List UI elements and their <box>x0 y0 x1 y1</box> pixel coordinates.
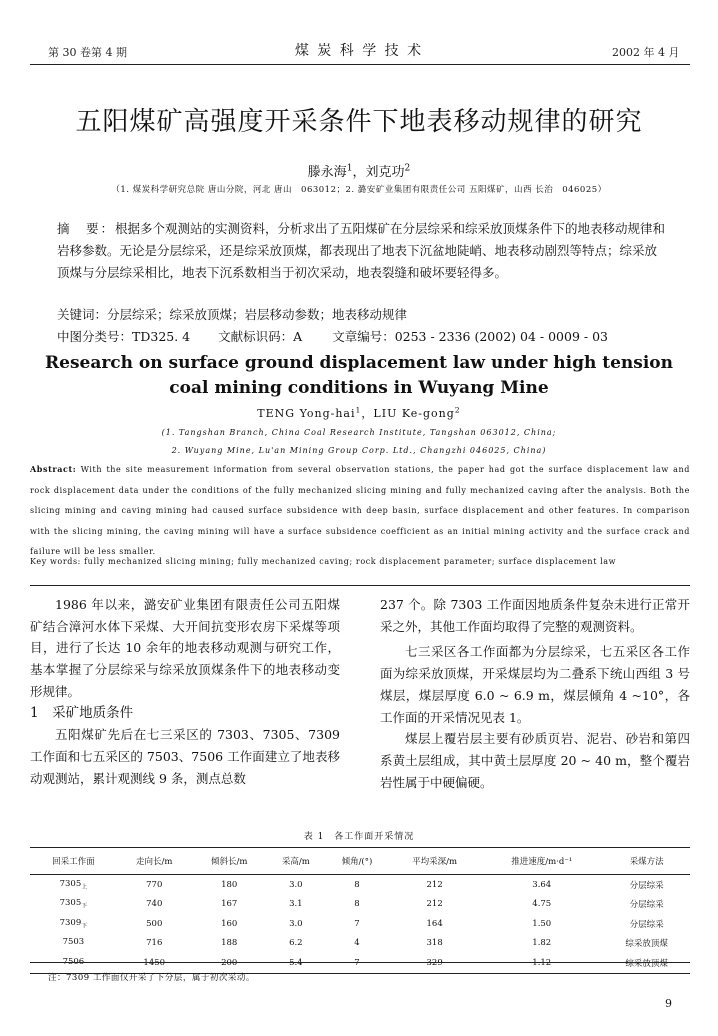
keywords-cn <box>57 304 669 326</box>
table-row <box>30 953 690 973</box>
table-row <box>30 914 690 934</box>
author-2: 刘克功 <box>365 165 405 180</box>
table-row <box>30 934 690 954</box>
table-cell: 8 <box>354 879 360 890</box>
abstract-cn-label: 摘 要： <box>57 221 116 236</box>
table-cell: 1450 <box>117 953 192 973</box>
paper-title: 五阳煤矿高强度开采条件下地表移动规律的研究 <box>75 107 643 137</box>
table-cell: 200 <box>192 953 267 973</box>
english-title-line2: coal mining conditions in Wuyang Mine <box>169 378 549 398</box>
keywords-en <box>30 552 690 573</box>
abstract-en-text: With the site measurement information from several observation stations, the paper had got the surface displacement law and rock displacement data under the conditions of the fully mechanized slicing mining and fully mechanized caving after the analysis. Both the slicing mining and caving mining had caused surface subsidence with deep basin, surface displacement and other features. In comparison with the slicing mining, the caving mining will have a surface subsidence coefficient as an initial mining activity and the surface crack and failure will be less smaller. <box>30 465 690 556</box>
issue-date: 2002 年 4 月 <box>612 46 680 59</box>
table-cell: 188 <box>221 938 238 949</box>
affiliation-cn: （1. 煤炭科学研究总院 唐山分院，河北 唐山 063012；2. 潞安矿业集团有限责任公司 五阳煤矿，山西 长治 046025） <box>111 185 607 195</box>
affiliation-en-line1: (1. Tangshan Branch, China Coal Research Institute, Tangshan 063012, China; <box>161 428 557 437</box>
table-cell: $7309_下$ <box>59 917 88 930</box>
doc-code: A <box>293 329 303 344</box>
mining-conditions-table <box>30 847 690 974</box>
keywords-en-text: fully mechanized slicing mining; fully mechanized caving; rock displacement parameter; surface displacement law <box>84 557 617 566</box>
table-cell: 7506 <box>30 953 117 973</box>
table-cell: 3.1 <box>289 899 303 910</box>
body-paragraph: 1986 年以来，潞安矿业集团有限责任公司五阳煤矿结合漳河水体下采煤、大开间抗变形农房下采煤等项目，进行了长达 10 余年的地表移动观测与研究工作，基本掌握了分层综采与综采放顶煤条件下的地表移动变形规律。 <box>30 597 340 699</box>
table-caption: 表 1 各工作面开采情况 <box>303 832 415 842</box>
abstract-cn-text: 根据多个观测站的实测资料，分析求出了五阳煤矿在分层综采和综采放顶煤条件下的地表移动规律和岩移参数。无论是分层综采，还是综采放顶煤，都表现出了地表下沉盆地陡峭、地表移动剧烈等特点；综采放顶煤与分层综采相比，地表下沉系数相当于初次采动，地表裂缝和破坏要轻得多。 <box>57 221 666 280</box>
abstract-en-label: Abstract: <box>30 464 77 474</box>
keywords-cn-label: 关键词： <box>57 307 108 322</box>
table-cell: 3.0 <box>289 879 303 890</box>
table-cell: 7 <box>325 953 389 973</box>
author-1: 滕永海 <box>307 165 347 180</box>
affiliation-en-line2: 2. Wuyang Mine, Lu'an Mining Group Corp. Ltd., Changzhi 046025, China) <box>171 446 547 455</box>
table-cell: 212 <box>426 899 443 910</box>
table-cell: 716 <box>146 938 163 949</box>
table-cell: 1.82 <box>532 938 552 949</box>
table-cell: 164 <box>426 918 443 929</box>
table-cell: 212 <box>426 879 443 890</box>
table-cell: 分层综采 <box>629 900 664 911</box>
table-cell: 3.64 <box>532 879 552 890</box>
table-cell: $7305_下$ <box>59 898 88 911</box>
page-number: 9 <box>665 997 672 1010</box>
table-header-cell: 倾角/(°) <box>325 848 389 875</box>
table-cell: 综采放顶煤 <box>603 953 690 973</box>
journal-name: 煤 炭 科 学 技 术 <box>294 43 424 59</box>
body-left-column <box>30 594 340 789</box>
table-header-cell: 采煤方法 <box>603 848 690 875</box>
classification-line: 中图分类号：TD325. 4 文献标识码：A 文章编号：0253 - 2336 (2002) 04 - 0009 - 03 <box>57 329 608 344</box>
table-row <box>30 895 690 915</box>
table-cell: 3.0 <box>289 918 303 929</box>
keywords-en-label: Key words: <box>30 557 81 566</box>
table-cell: 5.4 <box>267 953 325 973</box>
table-cell: 1.12 <box>480 953 603 973</box>
table-cell: 160 <box>221 918 238 929</box>
table-cell: 1.50 <box>532 918 552 929</box>
table-header-cell: 走向长/m <box>117 848 192 875</box>
table-header-row <box>30 848 690 875</box>
table-cell: 7503 <box>62 937 85 948</box>
body-paragraph: 237 个。除 7303 工作面因地质条件复杂未进行正常开采之外，其他工作面均取得了完整的观测资料。 <box>380 597 690 634</box>
table-note: 注：7309 工作面仅开采了下分层，属于初次采动。 <box>48 973 255 983</box>
header-rule <box>30 64 690 65</box>
table-header-cell: 回采工作面 <box>30 848 117 875</box>
table-cell: 6.2 <box>289 938 303 949</box>
table-cell: 8 <box>354 899 360 910</box>
footnote-rule <box>30 962 690 963</box>
body-paragraph: 七三采区各工作面都为分层综采，七五采区各工作面为综采放顶煤，开采煤层均为二叠系下统山西组 3 号煤层，煤层厚度 6.0 ~ 6.9 m，煤层倾角 4 ~10°，各工作面的开采情况见表 1。 <box>380 644 690 725</box>
body-right-column <box>380 594 690 793</box>
table-cell: 分层综采 <box>629 880 664 891</box>
table-header-cell: 平均采深/m <box>389 848 481 875</box>
authors-en: TENG Yong-hai$^1$，LIU Ke-gong$^2$ <box>257 405 461 420</box>
table-header-cell: 采高/m <box>267 848 325 875</box>
table-row <box>30 875 690 895</box>
abstract-cn <box>57 218 669 284</box>
table-cell: 329 <box>389 953 481 973</box>
abstract-rule <box>30 585 690 586</box>
authors-cn: 滕永海$^1$，刘克功$^2$ <box>307 163 411 180</box>
table-cell: 500 <box>146 918 163 929</box>
table-cell: 4 <box>354 938 360 949</box>
body-paragraph: 煤层上覆岩层主要有砂质页岩、泥岩、砂岩和第四系黄土层组成，其中黄土层厚度 20 ~ 40 m，整个覆岩岩性属于中硬偏硬。 <box>380 731 690 790</box>
table-cell: $7305_上$ <box>59 878 88 891</box>
body-paragraph: 五阳煤矿先后在七三采区的 7303、7305、7309 工作面和七五采区的 7503、7506 工作面建立了地表移动观测站，累计观测线 9 条，测点总数 <box>30 727 340 786</box>
table-cell: 4.75 <box>532 899 552 910</box>
table-cell: 180 <box>221 879 238 890</box>
table-cell: 167 <box>221 899 238 910</box>
table-cell: 740 <box>146 899 163 910</box>
table-cell: 综采放顶煤 <box>625 939 668 950</box>
table-header-cell: 推进速度/m·d⁻¹ <box>480 848 603 875</box>
table-cell: 7 <box>354 918 360 929</box>
article-id: 0253 - 2336 (2002) 04 - 0009 - 03 <box>394 329 608 344</box>
table-header-cell: 倾斜长/m <box>192 848 267 875</box>
clc-number: TD325. 4 <box>132 329 191 344</box>
table-cell: 318 <box>426 938 443 949</box>
english-title-line1: Research on surface ground displacement law under high tension <box>45 353 673 373</box>
abstract-en <box>30 459 690 563</box>
table-cell: 分层综采 <box>629 919 664 930</box>
section-heading: 1 采矿地质条件 <box>30 704 134 721</box>
table-cell: 770 <box>146 879 163 890</box>
journal-volume: 第 30 卷第 4 期 <box>48 46 127 59</box>
keywords-cn-text: 分层综采；综采放顶煤；岩层移动参数；地表移动规律 <box>107 307 408 322</box>
